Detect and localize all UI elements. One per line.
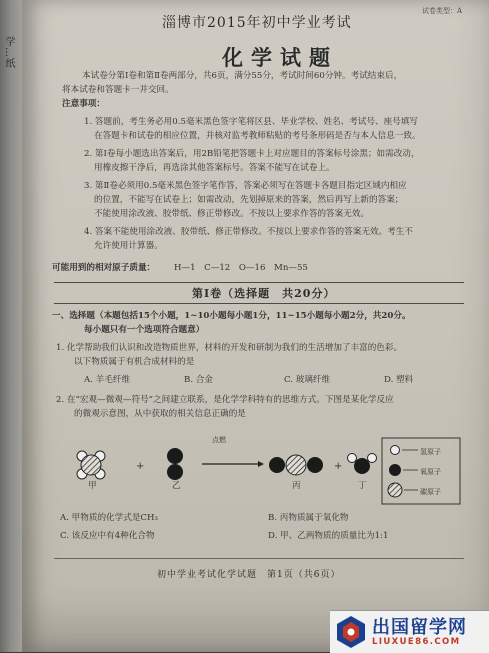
q2-option-d: D. 甲、乙两物质的质量比为1:1 xyxy=(268,531,389,541)
exam-title: 淄博市2015年初中学业考试 xyxy=(162,15,352,31)
notice-item: 2. 第Ⅰ卷每小题选出答案后，用2B铅笔把答题卡上对应题目的答案标号涂黑；如需改动， xyxy=(84,149,420,159)
exam-page xyxy=(22,0,489,652)
q1-option-b: B. 合金 xyxy=(184,375,213,385)
molecule-yi-icon xyxy=(167,448,183,480)
molecule-label: 丁 xyxy=(358,481,367,491)
q2-option-a: A. 甲物质的化学式是CH₃ xyxy=(60,513,158,523)
reaction-diagram xyxy=(62,436,462,516)
molecule-label: 乙 xyxy=(172,481,181,491)
q2-stem: 的微观示意图，从中获取的相关信息正确的是 xyxy=(74,409,246,419)
carbon-atom-icon xyxy=(388,483,402,497)
notice-item: 允许使用计算器。 xyxy=(94,241,163,251)
reaction-condition: 点燃 xyxy=(212,436,226,444)
legend-label: 氧原子 xyxy=(420,468,441,476)
atomic-mass-label: 可能用到的相对原子质量： xyxy=(52,263,156,273)
binder-text: 学…纸 xyxy=(3,36,14,69)
notice-item: 1. 答题前，考生务必用0.5毫米黑色签字笔将区县、毕业学校、姓名、考试号、座号填写 xyxy=(84,117,418,127)
notice-item: 用橡皮擦干净后，再选涂其他答案标号。答案不能写在试卷上。 xyxy=(94,163,335,173)
subject-title: 化学试题 xyxy=(222,45,338,70)
legend-label: 碳原子 xyxy=(420,488,441,496)
hydrogen-atom-icon xyxy=(391,446,400,455)
watermark-emblem-icon xyxy=(334,614,368,650)
svg-text:+: + xyxy=(334,461,343,472)
q1-option-d: D. 塑料 xyxy=(384,375,414,385)
molecule-jia-icon xyxy=(77,451,105,479)
notice-item: 3. 第Ⅱ卷必须用0.5毫米黑色签字笔作答，答案必须写在答题卡各题目指定区域内相应 xyxy=(84,181,407,191)
q2-option-c: C. 该反应中有4种化合物 xyxy=(60,531,155,541)
atomic-mass-values: H—1 C—12 O—16 Mn—55 xyxy=(174,263,308,273)
notice-item: 4. 答案不能使用涂改液、胶带纸、修正带修改。不按以上要求作答的答案无效。考生不 xyxy=(84,227,413,237)
molecule-ding-icon xyxy=(348,454,377,475)
watermark-logo xyxy=(330,610,489,653)
q2-stem: 2. 在“宏观—微观—符号”之间建立联系，是化学学科特有的思维方式。下图是某化学反应 xyxy=(56,395,394,405)
q2-option-b: B. 丙物质属于氧化物 xyxy=(268,513,349,523)
intro-line: 将本试卷和答题卡一并交回。 xyxy=(62,85,174,95)
legend-label: 氢原子 xyxy=(420,448,441,456)
notice-title: 注意事项： xyxy=(62,99,105,109)
watermark-text: 出国留学网 xyxy=(372,617,467,638)
notice-item: 在答题卡和试卷的相应位置，并核对监考教师粘贴的考号条形码是否与本人信息一致。 xyxy=(94,131,421,141)
page-footer: 初中学业考试化学试题 第1页（共6页） xyxy=(157,570,341,580)
q1-stem: 1. 化学帮助我们认识和改造物质世界，材料的开发和研制为我们的生活增加了丰富的色彩。 xyxy=(56,343,403,353)
footer-divider xyxy=(54,558,464,559)
q1-stem: 以下物质属于有机合成材料的是 xyxy=(74,357,195,367)
paper-type-label: 试卷类型：A xyxy=(422,7,463,15)
q1-option-a: A. 羊毛纤维 xyxy=(84,375,131,385)
notice-item: 的位置，不能写在试卷上；如需改动，先划掉原来的答案，然后再写上新的答案； xyxy=(94,195,404,205)
molecule-label: 甲 xyxy=(88,481,97,491)
molecule-label: 丙 xyxy=(292,481,301,491)
svg-text:+: + xyxy=(136,461,145,472)
q1-option-c: C. 玻璃纤维 xyxy=(284,375,331,385)
section-title: 第Ⅰ卷（选择题 共20分） xyxy=(192,287,336,300)
oxygen-atom-icon xyxy=(389,464,401,476)
molecule-bing-icon xyxy=(269,455,323,475)
notice-item: 不能使用涂改液、胶带纸、修正带修改。不按以上要求作答的答案无效。 xyxy=(94,209,370,219)
section-heading: 每小题只有一个选项符合题意） xyxy=(84,325,205,335)
section-heading: 一、选择题（本题包括15个小题，1~10小题每小题1分，11~15小题每小题2分，共20分。 xyxy=(52,311,411,321)
watermark-url: LIUXUE86.COM xyxy=(372,637,461,647)
intro-line: 本试卷分第Ⅰ卷和第Ⅱ卷两部分，共6页，满分55分，考试时间60分钟。考试结束后， xyxy=(82,71,403,81)
